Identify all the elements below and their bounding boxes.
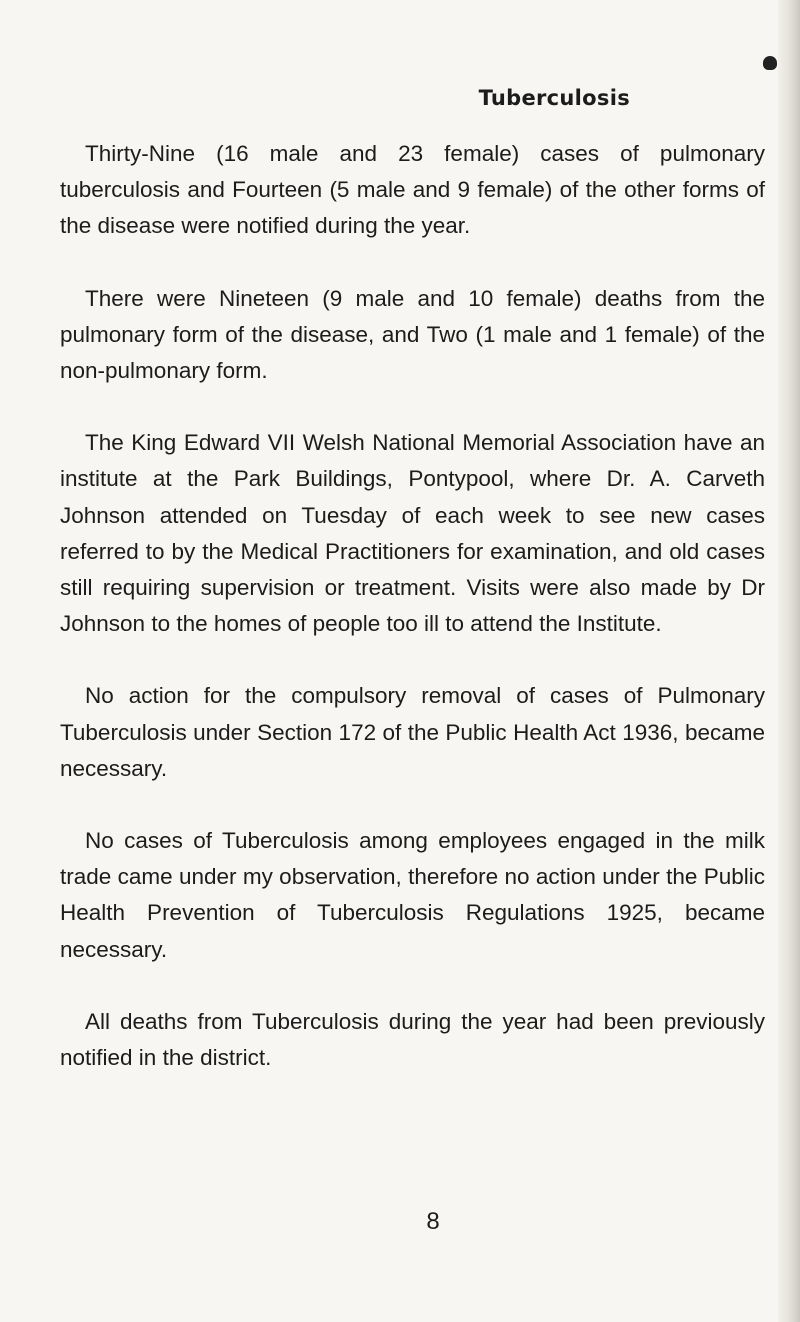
body-text	[60, 136, 765, 1112]
paragraph-deaths: There were Nineteen (9 male and 10 female) deaths from the pulmonary form of the disease, and Two (1 male and 1 female) of the non-pulmonary form.	[60, 285, 765, 384]
paragraph-institute: The King Edward VII Welsh National Memorial Association have an institute at the Park Buildings, Pontypool, where Dr. A. Carveth Johnson attended on Tuesday of each week to see new cases referred to by the Medical Practitioners for examination, and old cases still requiring supervision or treatment. Visits were also made by Dr Johnson to the homes of people too ill to attend the Institute.	[60, 430, 765, 637]
paragraph-cases-notified: Thirty-Nine (16 male and 23 female) cases of pulmonary tuberculosis and Fourteen (5 male and 9 female) of the other forms of the disease were notified during the year.	[60, 141, 765, 239]
page-edge-shadow	[778, 0, 800, 1322]
paragraph-compulsory-removal: No action for the compulsory removal of cases of Pulmonary Tuberculosis under Section 172 of the Public Health Act 1936, became necessary.	[60, 683, 765, 781]
ink-mark	[763, 56, 777, 70]
page-number: 8	[426, 1208, 440, 1235]
page-title: Tuberculosis	[478, 86, 630, 110]
paragraph-milk-trade: No cases of Tuberculosis among employees engaged in the milk trade came under my observation, therefore no action under the Public Health Prevention of Tuberculosis Regulations 1925, became necessary.	[60, 828, 765, 962]
paragraph-previously-notified: All deaths from Tuberculosis during the year had been previously notified in the district.	[60, 1008, 765, 1071]
